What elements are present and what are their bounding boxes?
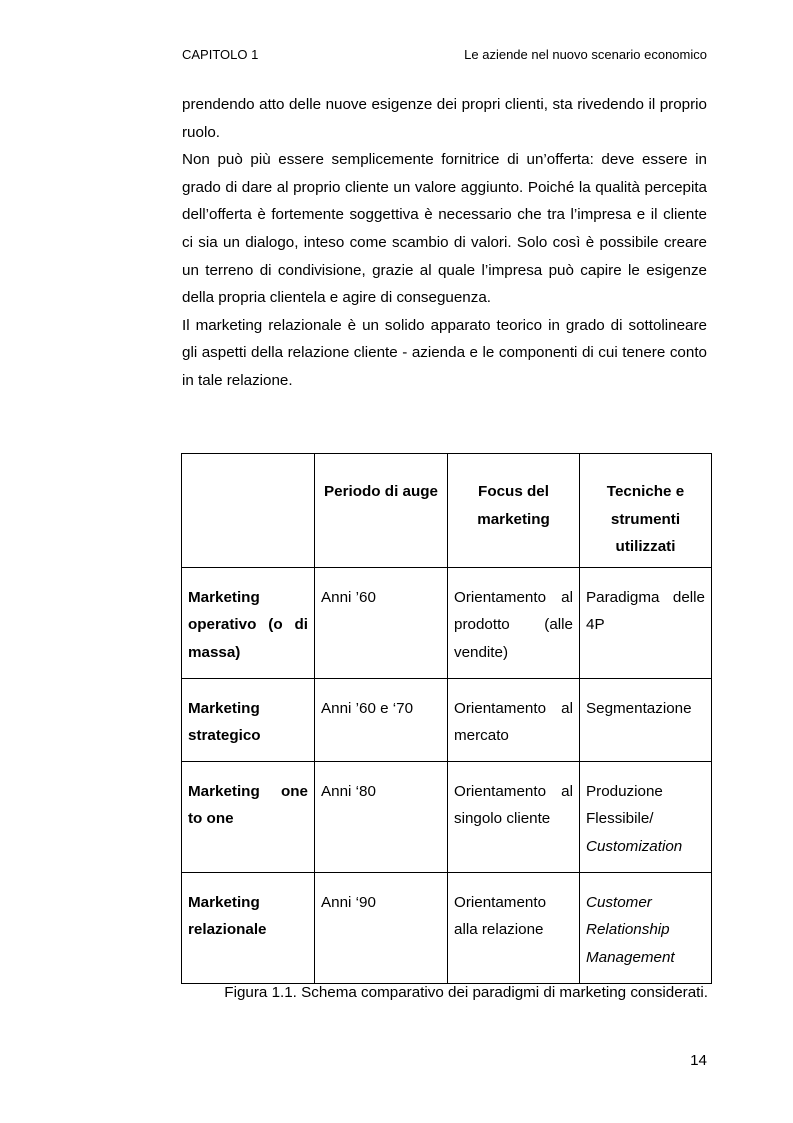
comparison-table: [181, 453, 712, 984]
table-header-row: [182, 454, 712, 568]
figure-caption: Figura 1.1. Schema comparativo dei paradigmi di marketing considerati.: [224, 984, 708, 1001]
section-title: Le aziende nel nuovo scenario economico: [464, 47, 707, 62]
paragraph: prendendo atto delle nuove esigenze dei propri clienti, sta rivedendo il proprio ruolo.: [182, 96, 707, 141]
focus-cell: Orientamento al mercato: [448, 678, 580, 761]
focus-cell: Orientamento alla relazione: [448, 872, 580, 983]
period-cell: Anni ‘90: [315, 872, 448, 983]
page-header: [182, 47, 707, 62]
table-header-cell: Periodo di auge: [315, 454, 448, 568]
body-text: [182, 91, 707, 395]
table-header-cell: Focus del marketing: [448, 454, 580, 568]
tools-text: Produzione Flessibile/: [586, 782, 663, 828]
paragraph: Non può più essere semplicemente fornitrice di un’offerta: deve essere in grado di dare al proprio cliente un valore aggiunto. Poiché la qualità percepita dell’offerta è fortemente soggettiva è necessario che tra l’impresa e il cliente ci sia un dialogo, inteso come scambio di valori. Solo così è possibile creare un terreno di condivisione, grazie al quale l’impresa può capire le esigenze della propria clientela e agire di conseguenza.: [182, 151, 707, 307]
tools-cell: Paradigma delle 4P: [580, 567, 712, 678]
table-row: [182, 872, 712, 983]
period-cell: Anni ’60: [315, 567, 448, 678]
focus-cell: Orientamento al prodotto (alle vendite): [448, 567, 580, 678]
focus-cell: Orientamento al singolo cliente: [448, 761, 580, 872]
row-label: Marketing one to one: [182, 761, 315, 872]
period-cell: Anni ‘80: [315, 761, 448, 872]
table-header-cell: [182, 454, 315, 568]
page-number: 14: [690, 1052, 707, 1069]
tools-cell: Segmentazione: [580, 678, 712, 761]
tools-italic-text: Customization: [586, 837, 683, 855]
tools-cell: [580, 872, 712, 983]
table-header-cell: Tecniche e strumenti utilizzati: [580, 454, 712, 568]
tools-cell: [580, 761, 712, 872]
tools-italic-text: Customer Relationship Management: [586, 893, 675, 966]
table-row: [182, 761, 712, 872]
paragraph: Il marketing relazionale è un solido apparato teorico in grado di sottolineare gli aspetti della relazione cliente - azienda e le componenti di cui tenere conto in tale relazione.: [182, 316, 707, 389]
row-label: Marketing relazionale: [182, 872, 315, 983]
chapter-label: CAPITOLO 1: [182, 47, 259, 62]
table-row: [182, 678, 712, 761]
period-cell: Anni ’60 e ‘70: [315, 678, 448, 761]
table-row: [182, 567, 712, 678]
row-label: Marketing strategico: [182, 678, 315, 761]
row-label: Marketing operativo (o di massa): [182, 567, 315, 678]
